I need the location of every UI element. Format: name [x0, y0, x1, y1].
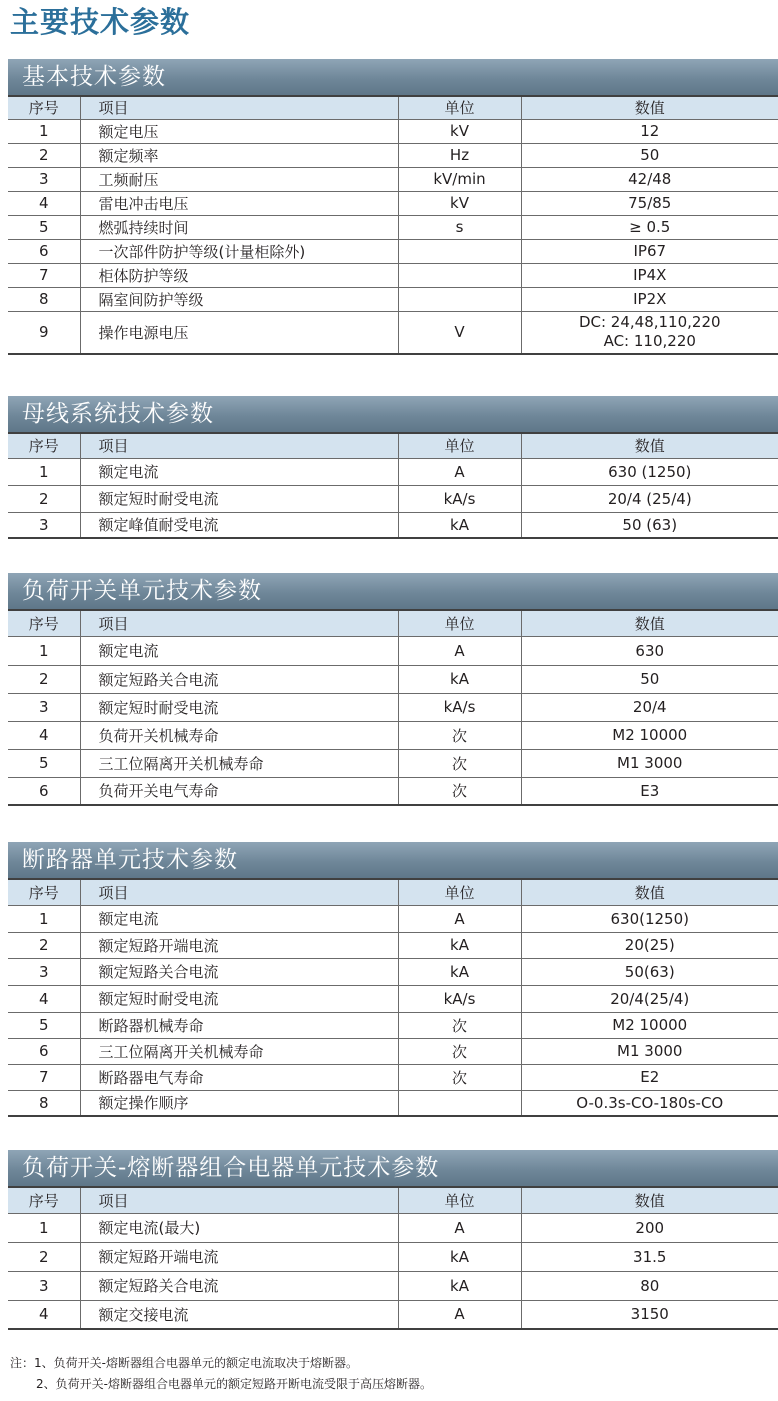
- table-row: [8, 287, 778, 311]
- row-unit: kA/s: [398, 985, 521, 1012]
- table-row: [8, 958, 778, 985]
- row-number: 7: [8, 263, 80, 287]
- row-item: 一次部件防护等级(计量柜除外): [80, 239, 398, 263]
- row-value: 630(1250): [521, 905, 778, 932]
- row-number: 1: [8, 458, 80, 485]
- row-number: 1: [8, 119, 80, 143]
- row-unit: [398, 239, 521, 263]
- footnote-2: 2、负荷开关-熔断器组合电器单元的额定短路开断电流受限于高压熔断器。: [36, 1377, 432, 1391]
- row-item: 断路器电气寿命: [80, 1064, 398, 1090]
- row-number: 1: [8, 636, 80, 665]
- table-row: [8, 1242, 778, 1271]
- row-item: 隔室间防护等级: [80, 287, 398, 311]
- table-header-row: [8, 610, 778, 636]
- row-unit: A: [398, 458, 521, 485]
- row-item: 额定频率: [80, 143, 398, 167]
- row-item: 额定短路开端电流: [80, 1242, 398, 1271]
- column-header-no: 序号: [8, 96, 80, 119]
- table-row: [8, 749, 778, 777]
- table-header-row: [8, 879, 778, 905]
- row-value: O-0.3s-CO-180s-CO: [521, 1090, 778, 1116]
- row-value: 630: [521, 636, 778, 665]
- column-header-no: 序号: [8, 433, 80, 458]
- column-header-value: 数值: [521, 610, 778, 636]
- row-item: 断路器机械寿命: [80, 1012, 398, 1038]
- row-value: 50: [521, 665, 778, 693]
- row-unit: kA: [398, 958, 521, 985]
- row-value: 3150: [521, 1300, 778, 1329]
- row-value: 50 (63): [521, 512, 778, 538]
- column-header-value: 数值: [521, 879, 778, 905]
- column-header-item: 项目: [80, 879, 398, 905]
- row-value-line: DC: 24,48,110,220: [578, 313, 721, 332]
- column-header-unit: 单位: [398, 879, 521, 905]
- section-title: 基本技术参数: [8, 59, 778, 95]
- table-row: [8, 777, 778, 805]
- row-number: 9: [8, 311, 80, 354]
- row-value: 12: [521, 119, 778, 143]
- row-number: 8: [8, 1090, 80, 1116]
- row-number: 2: [8, 143, 80, 167]
- row-value: 630 (1250): [521, 458, 778, 485]
- column-header-no: 序号: [8, 610, 80, 636]
- row-value: 75/85: [521, 191, 778, 215]
- row-number: 6: [8, 777, 80, 805]
- table-row: [8, 1012, 778, 1038]
- parameter-table: [8, 1186, 778, 1330]
- column-header-value: 数值: [521, 96, 778, 119]
- row-value: IP2X: [521, 287, 778, 311]
- column-header-unit: 单位: [398, 96, 521, 119]
- parameter-table: [8, 95, 778, 355]
- footnote-1: 注：1、负荷开关-熔断器组合电器单元的额定电流取决于熔断器。: [10, 1356, 358, 1370]
- row-number: 2: [8, 932, 80, 958]
- column-header-item: 项目: [80, 1187, 398, 1213]
- table-row: [8, 1038, 778, 1064]
- table-row: [8, 143, 778, 167]
- row-number: 3: [8, 167, 80, 191]
- row-value: 50: [521, 143, 778, 167]
- row-value: 20/4(25/4): [521, 985, 778, 1012]
- row-unit: [398, 263, 521, 287]
- row-item: 额定短路关合电流: [80, 665, 398, 693]
- row-item: 负荷开关机械寿命: [80, 721, 398, 749]
- row-value: 50(63): [521, 958, 778, 985]
- page-title: 主要技术参数: [10, 5, 191, 39]
- row-number: 3: [8, 958, 80, 985]
- table-row: [8, 1271, 778, 1300]
- row-unit: kA: [398, 665, 521, 693]
- table-row: [8, 1090, 778, 1116]
- row-number: 2: [8, 665, 80, 693]
- row-value: M2 10000: [521, 1012, 778, 1038]
- table-row: [8, 458, 778, 485]
- table-row: [8, 985, 778, 1012]
- row-value: 20/4 (25/4): [521, 485, 778, 512]
- row-number: 3: [8, 693, 80, 721]
- column-header-no: 序号: [8, 879, 80, 905]
- table-header-row: [8, 96, 778, 119]
- row-unit: kA/s: [398, 693, 521, 721]
- row-item: 操作电源电压: [80, 311, 398, 354]
- row-item: 额定电流(最大): [80, 1213, 398, 1242]
- column-header-item: 项目: [80, 610, 398, 636]
- row-number: 7: [8, 1064, 80, 1090]
- row-value: 31.5: [521, 1242, 778, 1271]
- section-busbar: [8, 396, 778, 539]
- row-value: 20(25): [521, 932, 778, 958]
- row-number: 4: [8, 191, 80, 215]
- row-unit: kA: [398, 932, 521, 958]
- parameter-table: [8, 878, 778, 1117]
- row-item: 额定短时耐受电流: [80, 485, 398, 512]
- row-value: 42/48: [521, 167, 778, 191]
- section-title: 断路器单元技术参数: [8, 842, 778, 878]
- row-unit: A: [398, 636, 521, 665]
- table-row: [8, 693, 778, 721]
- row-value: E3: [521, 777, 778, 805]
- row-unit: kA: [398, 512, 521, 538]
- column-header-value: 数值: [521, 1187, 778, 1213]
- section-basic: [8, 59, 778, 355]
- row-unit: s: [398, 215, 521, 239]
- column-header-unit: 单位: [398, 1187, 521, 1213]
- row-item: 工频耐压: [80, 167, 398, 191]
- row-unit: 次: [398, 1064, 521, 1090]
- row-number: 6: [8, 239, 80, 263]
- table-row: [8, 485, 778, 512]
- row-item: 额定电压: [80, 119, 398, 143]
- row-value: 20/4: [521, 693, 778, 721]
- table-row: [8, 167, 778, 191]
- row-unit: kA/s: [398, 485, 521, 512]
- row-item: 额定短路开端电流: [80, 932, 398, 958]
- row-unit: 次: [398, 1038, 521, 1064]
- row-unit: A: [398, 1300, 521, 1329]
- row-value: M1 3000: [521, 1038, 778, 1064]
- parameter-table: [8, 432, 778, 539]
- table-row: [8, 191, 778, 215]
- table-row: [8, 512, 778, 538]
- column-header-unit: 单位: [398, 610, 521, 636]
- row-value: M2 10000: [521, 721, 778, 749]
- row-value-line: AC: 110,220: [603, 332, 696, 351]
- table-row: [8, 1064, 778, 1090]
- row-unit: 次: [398, 749, 521, 777]
- footnotes: [10, 1353, 432, 1395]
- row-item: 额定短路关合电流: [80, 958, 398, 985]
- table-row: [8, 239, 778, 263]
- row-number: 6: [8, 1038, 80, 1064]
- table-header-row: [8, 1187, 778, 1213]
- table-header-row: [8, 433, 778, 458]
- table-row: [8, 215, 778, 239]
- row-item: 额定交接电流: [80, 1300, 398, 1329]
- row-number: 4: [8, 1300, 80, 1329]
- row-item: 额定短时耐受电流: [80, 693, 398, 721]
- row-unit: kV/min: [398, 167, 521, 191]
- section-breaker: [8, 842, 778, 1117]
- row-value: ≥ 0.5: [521, 215, 778, 239]
- row-item: 三工位隔离开关机械寿命: [80, 749, 398, 777]
- row-unit: V: [398, 311, 521, 354]
- row-unit: A: [398, 905, 521, 932]
- table-row: [8, 905, 778, 932]
- row-value: M1 3000: [521, 749, 778, 777]
- row-number: 3: [8, 1271, 80, 1300]
- row-value: IP67: [521, 239, 778, 263]
- section-title: 母线系统技术参数: [8, 396, 778, 432]
- row-unit: 次: [398, 777, 521, 805]
- section-load-switch: [8, 573, 778, 806]
- row-unit: [398, 287, 521, 311]
- row-value: [521, 311, 778, 354]
- table-row: [8, 263, 778, 287]
- section-title: 负荷开关-熔断器组合电器单元技术参数: [8, 1150, 778, 1186]
- row-item: 额定短路关合电流: [80, 1271, 398, 1300]
- section-title: 负荷开关单元技术参数: [8, 573, 778, 609]
- row-item: 额定电流: [80, 905, 398, 932]
- row-unit: [398, 1090, 521, 1116]
- row-number: 2: [8, 1242, 80, 1271]
- column-header-unit: 单位: [398, 433, 521, 458]
- row-item: 额定电流: [80, 636, 398, 665]
- column-header-no: 序号: [8, 1187, 80, 1213]
- row-number: 4: [8, 985, 80, 1012]
- column-header-value: 数值: [521, 433, 778, 458]
- row-number: 3: [8, 512, 80, 538]
- row-number: 5: [8, 1012, 80, 1038]
- row-number: 5: [8, 749, 80, 777]
- row-unit: kA: [398, 1271, 521, 1300]
- row-item: 额定电流: [80, 458, 398, 485]
- row-item: 额定峰值耐受电流: [80, 512, 398, 538]
- row-unit: 次: [398, 721, 521, 749]
- row-value: E2: [521, 1064, 778, 1090]
- table-row: [8, 636, 778, 665]
- row-item: 柜体防护等级: [80, 263, 398, 287]
- row-number: 4: [8, 721, 80, 749]
- column-header-item: 项目: [80, 433, 398, 458]
- row-item: 负荷开关电气寿命: [80, 777, 398, 805]
- row-unit: A: [398, 1213, 521, 1242]
- table-row: [8, 721, 778, 749]
- table-row: [8, 311, 778, 354]
- row-unit: kA: [398, 1242, 521, 1271]
- row-item: 额定操作顺序: [80, 1090, 398, 1116]
- row-number: 2: [8, 485, 80, 512]
- row-item: 三工位隔离开关机械寿命: [80, 1038, 398, 1064]
- row-number: 1: [8, 905, 80, 932]
- row-unit: kV: [398, 119, 521, 143]
- table-row: [8, 932, 778, 958]
- section-fuse-combination: [8, 1150, 778, 1330]
- column-header-item: 项目: [80, 96, 398, 119]
- row-number: 5: [8, 215, 80, 239]
- table-row: [8, 1300, 778, 1329]
- row-number: 1: [8, 1213, 80, 1242]
- row-value: 200: [521, 1213, 778, 1242]
- row-unit: kV: [398, 191, 521, 215]
- row-value: IP4X: [521, 263, 778, 287]
- row-unit: 次: [398, 1012, 521, 1038]
- row-value: 80: [521, 1271, 778, 1300]
- row-item: 额定短时耐受电流: [80, 985, 398, 1012]
- table-row: [8, 665, 778, 693]
- table-row: [8, 1213, 778, 1242]
- table-row: [8, 119, 778, 143]
- row-number: 8: [8, 287, 80, 311]
- row-item: 雷电冲击电压: [80, 191, 398, 215]
- row-item: 燃弧持续时间: [80, 215, 398, 239]
- row-unit: Hz: [398, 143, 521, 167]
- parameter-table: [8, 609, 778, 806]
